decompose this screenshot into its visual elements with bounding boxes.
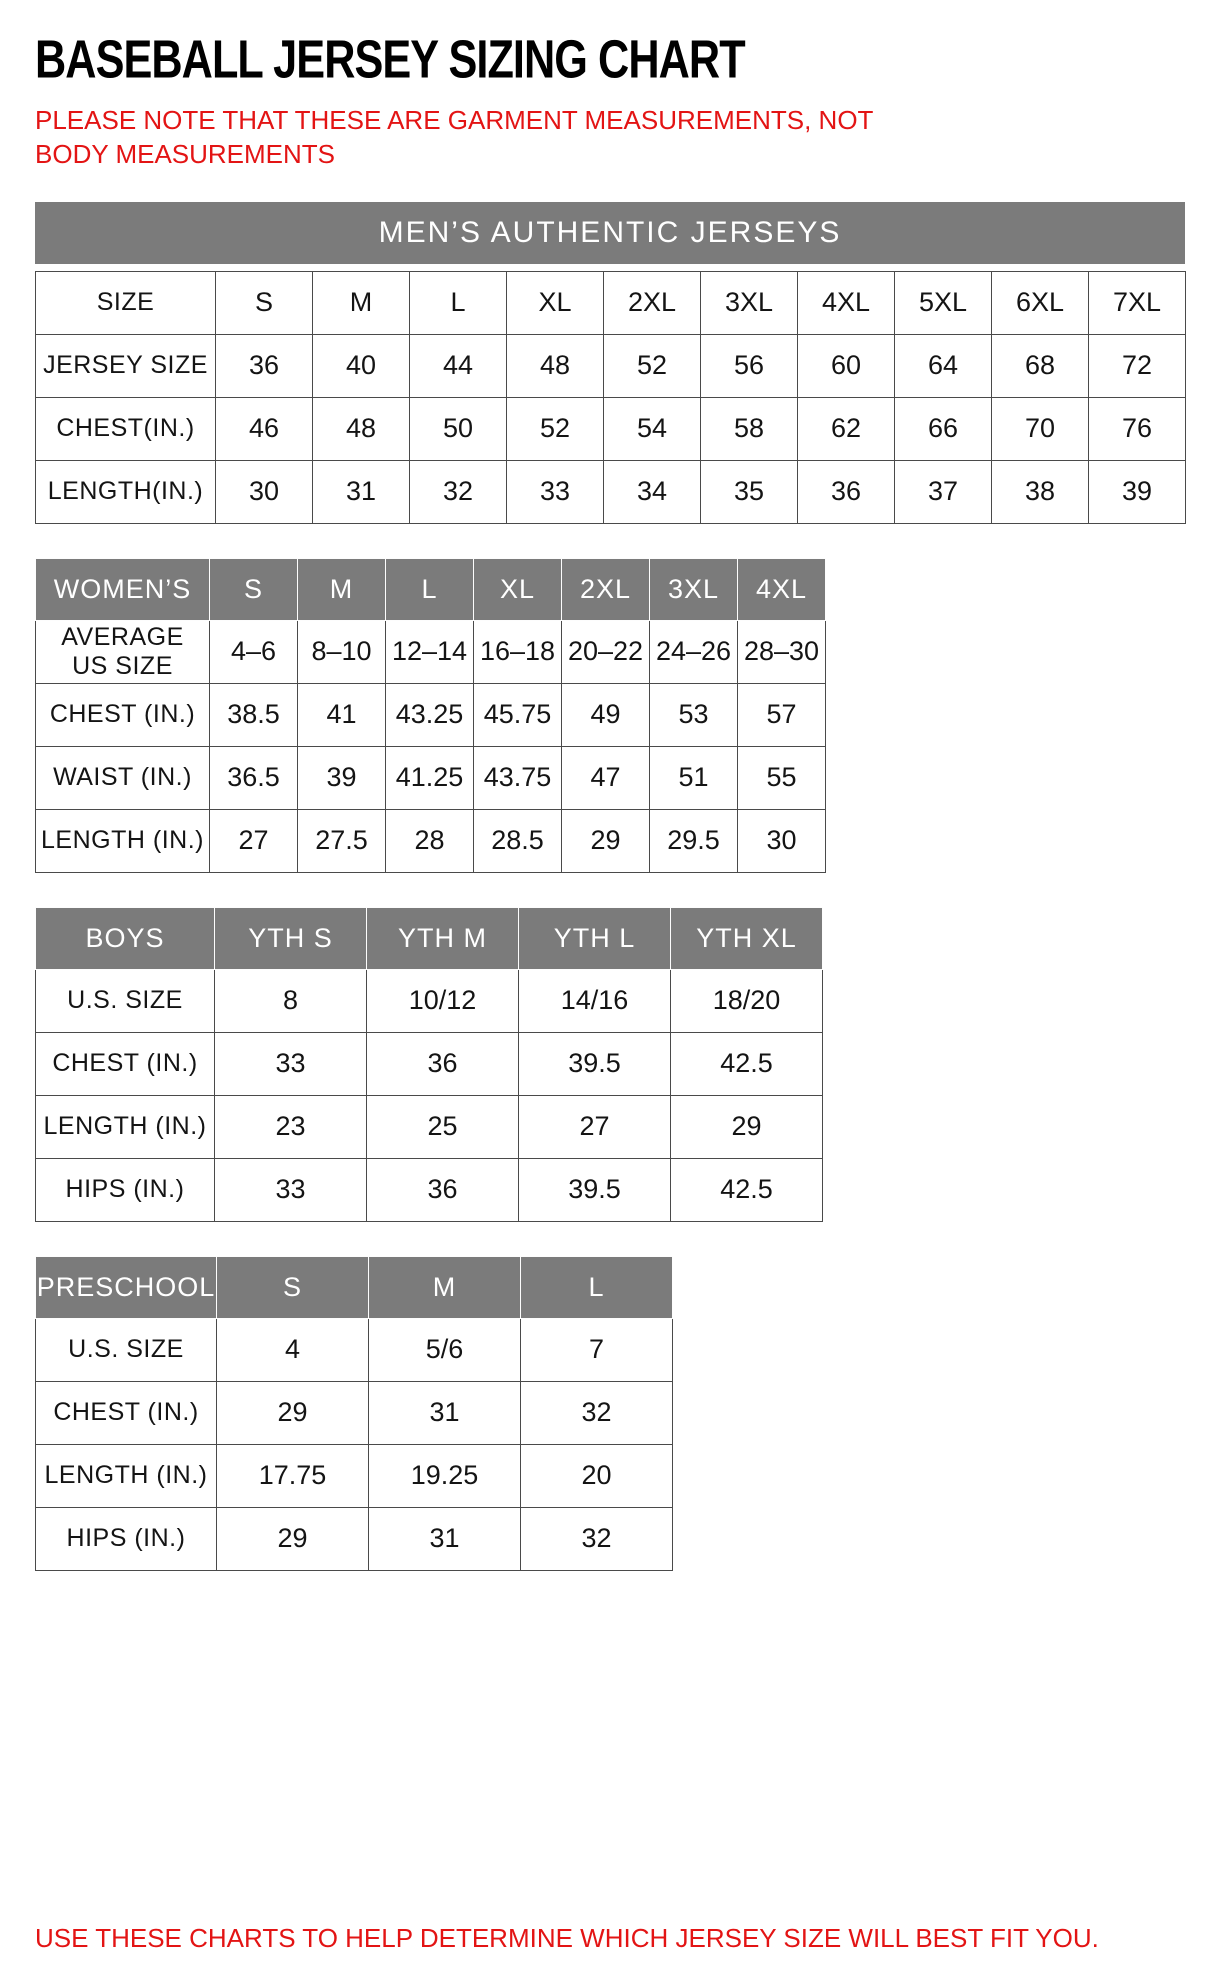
- value-cell: 52: [604, 334, 701, 397]
- value-cell: 51: [650, 746, 738, 809]
- value-cell: 36: [798, 460, 895, 523]
- row-label-cell: HIPS (IN.): [36, 1158, 215, 1221]
- table-row: [36, 1158, 823, 1221]
- value-cell: 53: [650, 683, 738, 746]
- value-cell: 18/20: [671, 969, 823, 1032]
- table-row: [36, 271, 1186, 334]
- value-cell: 5/6: [369, 1318, 521, 1381]
- value-cell: 49: [562, 683, 650, 746]
- table-row: [36, 809, 826, 872]
- value-cell: 68: [992, 334, 1089, 397]
- header-row: [36, 558, 826, 620]
- value-cell: 64: [895, 334, 992, 397]
- table-row: [36, 1032, 823, 1095]
- row-label-cell: CHEST (IN.): [36, 683, 210, 746]
- value-cell: 43.25: [386, 683, 474, 746]
- value-cell: 47: [562, 746, 650, 809]
- value-cell: 40: [313, 334, 410, 397]
- header-cell: 3XL: [650, 558, 738, 620]
- value-cell: 56: [701, 334, 798, 397]
- row-label-cell: LENGTH (IN.): [36, 1095, 215, 1158]
- value-cell: L: [410, 271, 507, 334]
- value-cell: 32: [521, 1507, 673, 1570]
- value-cell: 39: [298, 746, 386, 809]
- womens-table: [35, 558, 826, 873]
- row-label-cell: SIZE: [36, 271, 216, 334]
- header-row: [36, 907, 823, 969]
- row-label-cell: AVERAGE US SIZE: [36, 620, 210, 683]
- value-cell: 38: [992, 460, 1089, 523]
- row-label-cell: CHEST (IN.): [36, 1032, 215, 1095]
- value-cell: 16–18: [474, 620, 562, 683]
- value-cell: 8–10: [298, 620, 386, 683]
- value-cell: 33: [215, 1032, 367, 1095]
- value-cell: 36.5: [210, 746, 298, 809]
- value-cell: 8: [215, 969, 367, 1032]
- value-cell: 66: [895, 397, 992, 460]
- value-cell: 60: [798, 334, 895, 397]
- value-cell: 54: [604, 397, 701, 460]
- preschool-table: [35, 1256, 673, 1571]
- value-cell: 58: [701, 397, 798, 460]
- value-cell: 39.5: [519, 1032, 671, 1095]
- garment-measurement-note: PLEASE NOTE THAT THESE ARE GARMENT MEASUREMENTS, NOT BODY MEASUREMENTS: [35, 105, 873, 169]
- mens-table: [35, 271, 1186, 524]
- value-cell: 20–22: [562, 620, 650, 683]
- value-cell: 14/16: [519, 969, 671, 1032]
- table-row: [36, 746, 826, 809]
- value-cell: 4: [217, 1318, 369, 1381]
- value-cell: 23: [215, 1095, 367, 1158]
- value-cell: 39: [1089, 460, 1186, 523]
- row-label-cell: CHEST (IN.): [36, 1381, 217, 1444]
- value-cell: 41.25: [386, 746, 474, 809]
- value-cell: 33: [507, 460, 604, 523]
- value-cell: 19.25: [369, 1444, 521, 1507]
- value-cell: 45.75: [474, 683, 562, 746]
- value-cell: 29: [217, 1381, 369, 1444]
- value-cell: 29: [217, 1507, 369, 1570]
- header-cell: S: [210, 558, 298, 620]
- value-cell: 27: [519, 1095, 671, 1158]
- table-row: [36, 397, 1186, 460]
- table-row: [36, 1444, 673, 1507]
- value-cell: 42.5: [671, 1032, 823, 1095]
- row-label-cell: LENGTH (IN.): [36, 1444, 217, 1507]
- value-cell: 29: [562, 809, 650, 872]
- table-row: [36, 1318, 673, 1381]
- value-cell: 4XL: [798, 271, 895, 334]
- value-cell: 29.5: [650, 809, 738, 872]
- mens-table-title: MEN’S AUTHENTIC JERSEYS: [35, 202, 1185, 264]
- row-label-cell: JERSEY SIZE: [36, 334, 216, 397]
- row-label-cell: U.S. SIZE: [36, 969, 215, 1032]
- value-cell: 28–30: [738, 620, 826, 683]
- value-cell: 2XL: [604, 271, 701, 334]
- value-cell: 31: [313, 460, 410, 523]
- header-cell: L: [386, 558, 474, 620]
- value-cell: 5XL: [895, 271, 992, 334]
- value-cell: 76: [1089, 397, 1186, 460]
- value-cell: 41: [298, 683, 386, 746]
- value-cell: 25: [367, 1095, 519, 1158]
- value-cell: 27.5: [298, 809, 386, 872]
- header-cell: M: [369, 1256, 521, 1318]
- row-label-cell: CHEST(IN.): [36, 397, 216, 460]
- value-cell: S: [216, 271, 313, 334]
- value-cell: 29: [671, 1095, 823, 1158]
- value-cell: 48: [313, 397, 410, 460]
- value-cell: 32: [521, 1381, 673, 1444]
- value-cell: 6XL: [992, 271, 1089, 334]
- table-row: [36, 620, 826, 683]
- value-cell: 4–6: [210, 620, 298, 683]
- row-label-cell: U.S. SIZE: [36, 1318, 217, 1381]
- table-row: [36, 1507, 673, 1570]
- value-cell: 46: [216, 397, 313, 460]
- value-cell: 7XL: [1089, 271, 1186, 334]
- value-cell: 12–14: [386, 620, 474, 683]
- header-cell: YTH XL: [671, 907, 823, 969]
- value-cell: 35: [701, 460, 798, 523]
- value-cell: 36: [367, 1158, 519, 1221]
- table-row: [36, 334, 1186, 397]
- row-label-cell: WAIST (IN.): [36, 746, 210, 809]
- value-cell: 32: [410, 460, 507, 523]
- value-cell: 50: [410, 397, 507, 460]
- footer-note: USE THESE CHARTS TO HELP DETERMINE WHICH JERSEY SIZE WILL BEST FIT YOU.: [35, 1923, 1099, 1953]
- header-cell: S: [217, 1256, 369, 1318]
- table-row: [36, 969, 823, 1032]
- value-cell: 72: [1089, 334, 1186, 397]
- value-cell: 38.5: [210, 683, 298, 746]
- header-cell: WOMEN’S: [36, 558, 210, 620]
- row-label-cell: LENGTH (IN.): [36, 809, 210, 872]
- value-cell: 20: [521, 1444, 673, 1507]
- value-cell: 48: [507, 334, 604, 397]
- value-cell: 31: [369, 1507, 521, 1570]
- value-cell: 36: [216, 334, 313, 397]
- value-cell: 42.5: [671, 1158, 823, 1221]
- value-cell: 17.75: [217, 1444, 369, 1507]
- table-row: [36, 683, 826, 746]
- table-row: [36, 1381, 673, 1444]
- table-row: [36, 1095, 823, 1158]
- value-cell: XL: [507, 271, 604, 334]
- value-cell: 30: [216, 460, 313, 523]
- header-cell: M: [298, 558, 386, 620]
- header-cell: YTH L: [519, 907, 671, 969]
- value-cell: 24–26: [650, 620, 738, 683]
- header-cell: L: [521, 1256, 673, 1318]
- value-cell: M: [313, 271, 410, 334]
- value-cell: 39.5: [519, 1158, 671, 1221]
- header-row: [36, 1256, 673, 1318]
- row-label-cell: LENGTH(IN.): [36, 460, 216, 523]
- value-cell: 28.5: [474, 809, 562, 872]
- value-cell: 31: [369, 1381, 521, 1444]
- header-cell: 2XL: [562, 558, 650, 620]
- value-cell: 52: [507, 397, 604, 460]
- value-cell: 44: [410, 334, 507, 397]
- value-cell: 3XL: [701, 271, 798, 334]
- header-cell: XL: [474, 558, 562, 620]
- header-cell: BOYS: [36, 907, 215, 969]
- header-cell: YTH M: [367, 907, 519, 969]
- value-cell: 27: [210, 809, 298, 872]
- value-cell: 30: [738, 809, 826, 872]
- header-cell: PRESCHOOL: [36, 1256, 217, 1318]
- header-cell: 4XL: [738, 558, 826, 620]
- value-cell: 10/12: [367, 969, 519, 1032]
- value-cell: 7: [521, 1318, 673, 1381]
- value-cell: 43.75: [474, 746, 562, 809]
- value-cell: 34: [604, 460, 701, 523]
- value-cell: 62: [798, 397, 895, 460]
- value-cell: 70: [992, 397, 1089, 460]
- header-cell: YTH S: [215, 907, 367, 969]
- value-cell: 57: [738, 683, 826, 746]
- boys-table: [35, 907, 823, 1222]
- value-cell: 55: [738, 746, 826, 809]
- value-cell: 28: [386, 809, 474, 872]
- page-title: BASEBALL JERSEY SIZING CHART: [35, 28, 745, 90]
- value-cell: 37: [895, 460, 992, 523]
- table-row: [36, 460, 1186, 523]
- row-label-cell: HIPS (IN.): [36, 1507, 217, 1570]
- value-cell: 33: [215, 1158, 367, 1221]
- value-cell: 36: [367, 1032, 519, 1095]
